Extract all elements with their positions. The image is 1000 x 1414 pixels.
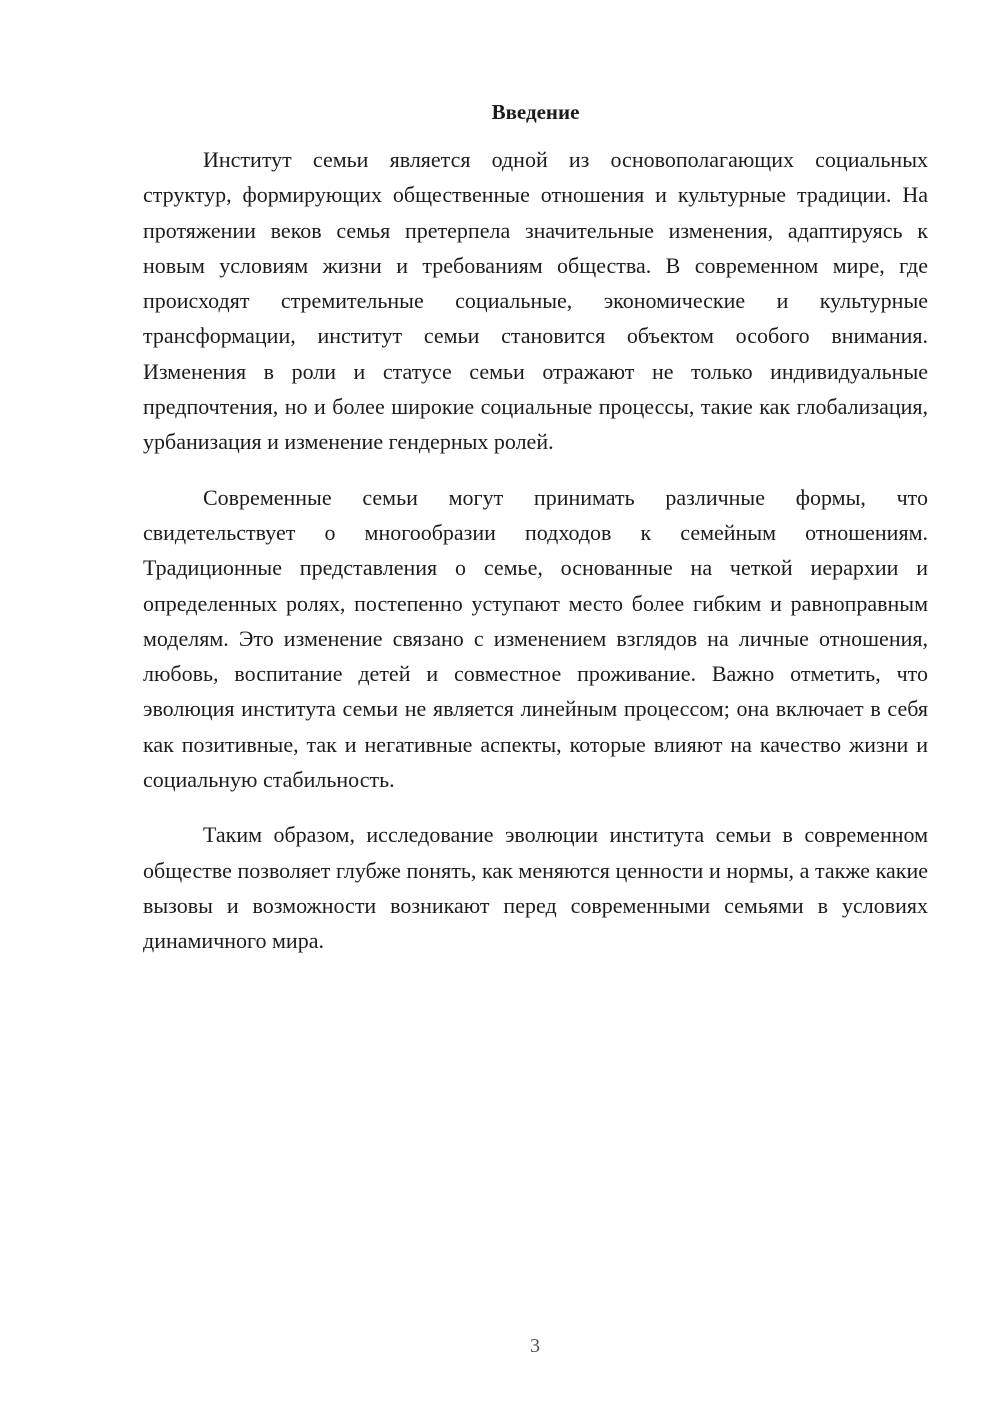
paragraph-1: Институт семьи является одной из основополагающих социальных структур, формирующих общественные отношения и культурные традиции. На протяжении веков семья претерпела значительные изменения, адаптируясь к новым условиям жизни и требованиям общества. В современном мире, где происходят стремительные социальные, экономические и культурные трансформации, институт семьи становится объектом особого внимания. Изменения в роли и статусе семьи отражают не только индивидуальные предпочтения, но и более широкие социальные процессы, такие как глобализация, урбанизация и изменение гендерных ролей. bbox=[143, 147, 928, 455]
page-number: 3 bbox=[530, 1335, 540, 1357]
paragraph-3: Таким образом, исследование эволюции института семьи в современном обществе позволяет глубже понять, как меняются ценности и нормы, а также какие вызовы и возможности возникают перед современными семьями в условиях динамичного мира. bbox=[143, 822, 928, 954]
paragraph-2: Современные семьи могут принимать различные формы, что свидетельствует о многообразии подходов к семейным отношениям. Традиционные представления о семье, основанные на четкой иерархии и определенных ролях, постепенно уступают место более гибким и равноправным моделям. Это изменение связано с изменением взглядов на личные отношения, любовь, воспитание детей и совместное проживание. Важно отметить, что эволюция института семьи не является линейным процессом; она включает в себя как позитивные, так и негативные аспекты, которые влияют на качество жизни и социальную стабильность. bbox=[143, 484, 928, 793]
body-text bbox=[143, 142, 928, 979]
section-heading: Введение bbox=[491, 100, 580, 124]
